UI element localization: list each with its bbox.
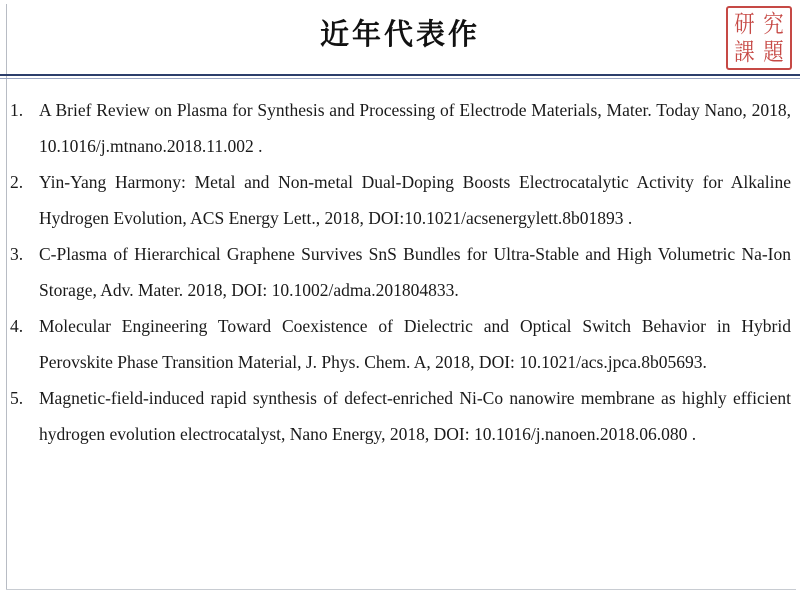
seal-character: 課 [734,38,755,66]
reference-text: C-Plasma of Hierarchical Graphene Survives SnS Bundles for Ultra-Stable and High Volumetric Na-Ion Storage, Adv. Mater. 2018, DOI: 10.1002/adma.201804833. [39,244,791,300]
reference-item [0,164,800,236]
reference-text: Magnetic-field-induced rapid synthesis of defect-enriched Ni-Co nanowire membrane as highly efficient hydrogen evolution electrocatalyst, Nano Energy, 2018, DOI: 10.1016/j.nanoen.2018.06.080 . [39,388,791,444]
reference-text: A Brief Review on Plasma for Synthesis and Processing of Electrode Materials, Mater. Today Nano, 2018, 10.1016/j.mtnano.2018.11.002 . [39,100,791,156]
reference-item [0,380,800,452]
reference-list [0,92,800,452]
title-divider-thin [0,78,800,79]
reference-number: 1. [10,100,24,120]
seal-character: 題 [763,38,784,66]
slide-title: 近年代表作 [319,17,480,51]
reference-number: 4. [10,316,24,336]
seal-stamp [726,6,792,70]
reference-text: Molecular Engineering Toward Coexistence of Dielectric and Optical Switch Behavior in Hybrid Perovskite Phase Transition Material, J. Phys. Chem. A, 2018, DOI: 10.1021/acs.jpca.8b05693. [39,316,791,372]
slide-frame-bottom [6,589,796,590]
title-divider [0,74,800,76]
seal-character: 研 [734,10,755,38]
reference-number: 5. [10,388,24,408]
reference-item [0,308,800,380]
reference-number: 2. [10,172,24,192]
reference-number: 3. [10,244,24,264]
reference-item [0,236,800,308]
reference-text: Yin-Yang Harmony: Metal and Non-metal Dual-Doping Boosts Electrocatalytic Activity for Alkaline Hydrogen Evolution, ACS Energy Lett., 2018, DOI:10.1021/acsenergylett.8b01893 . [39,172,791,228]
reference-item [0,92,800,164]
seal-character: 究 [763,10,784,38]
